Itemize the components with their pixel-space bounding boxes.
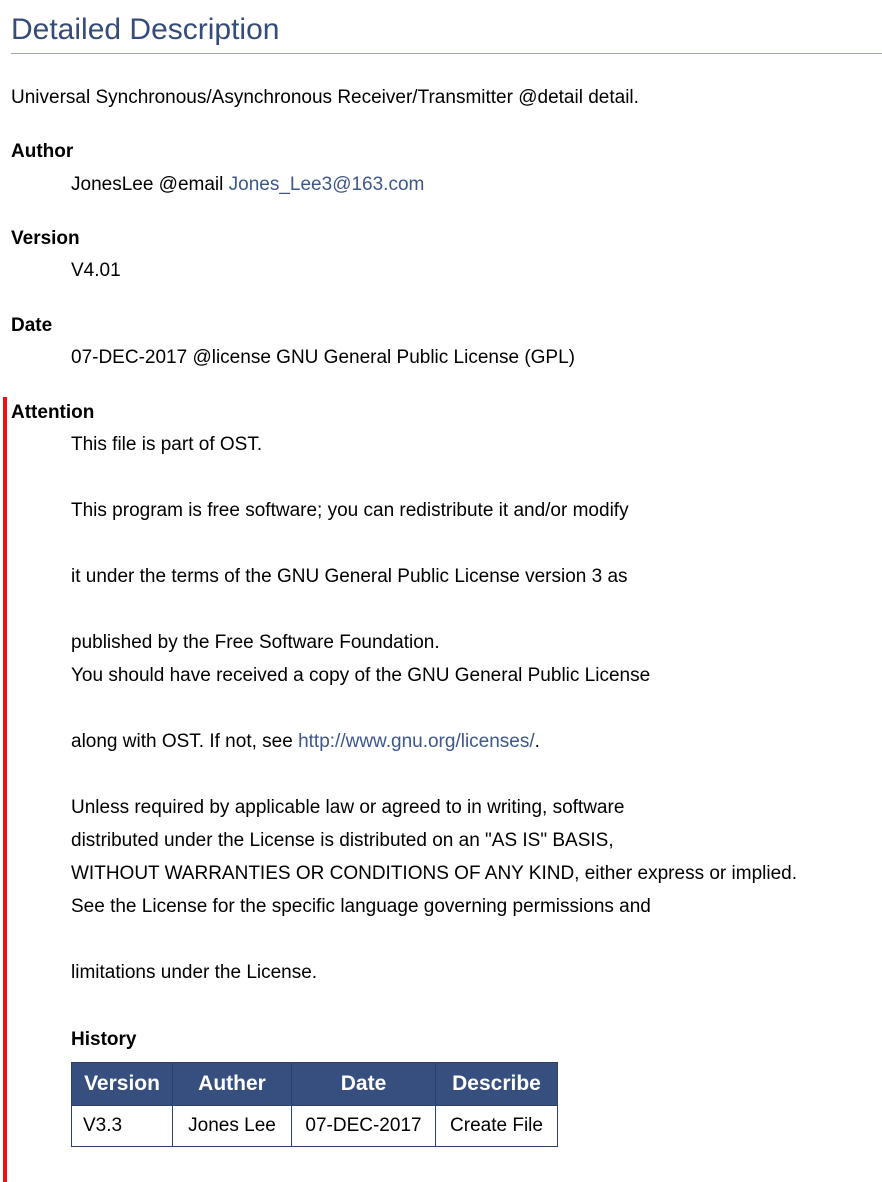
attention-line: See the License for the specific language governing permissions and: [71, 896, 651, 917]
attention-line: This file is part of OST.: [71, 434, 263, 455]
history-cell-describe: Create File: [436, 1106, 558, 1147]
attention-line: WITHOUT WARRANTIES OR CONDITIONS OF ANY KIND, either express or implied.: [71, 863, 797, 884]
attention-line: limitations under the License.: [71, 962, 318, 983]
attention-line: distributed under the License is distributed on an "AS IS" BASIS,: [71, 830, 614, 851]
history-header-describe: Describe: [436, 1063, 558, 1106]
history-header-version: Version: [72, 1063, 173, 1106]
attention-line: it under the terms of the GNU General Public License version 3 as: [71, 566, 628, 587]
date-value: 07-DEC-2017 @license GNU General Public License (GPL): [71, 347, 576, 368]
gnu-licenses-link[interactable]: http://www.gnu.org/licenses/: [298, 731, 535, 752]
attention-along-line: [71, 729, 540, 755]
brief-description: Universal Synchronous/Asynchronous Receiver/Transmitter @detail detail.: [11, 87, 639, 108]
history-header-date: Date: [292, 1063, 436, 1106]
author-email-link[interactable]: Jones_Lee3@163.com: [228, 174, 425, 195]
section-title: Detailed Description: [11, 13, 280, 46]
author-name: JonesLee @email: [71, 174, 229, 195]
history-cell-version: V3.3: [72, 1106, 173, 1147]
attention-line: Unless required by applicable law or agreed to in writing, software: [71, 797, 625, 818]
history-header-row: [72, 1063, 558, 1106]
history-cell-date: 07-DEC-2017: [292, 1106, 436, 1147]
along-suffix: .: [534, 731, 540, 752]
date-label: Date: [11, 315, 53, 336]
attention-bar: [3, 397, 7, 1182]
history-cell-auther: Jones Lee: [173, 1106, 292, 1147]
attention-line: This program is free software; you can redistribute it and/or modify: [71, 500, 629, 521]
history-table: [71, 1062, 558, 1147]
author-label: Author: [11, 141, 74, 162]
history-label: History: [71, 1029, 137, 1050]
title-divider: [11, 53, 882, 54]
attention-label: Attention: [11, 402, 95, 423]
version-value: V4.01: [71, 260, 121, 281]
attention-line: You should have received a copy of the GNU General Public License: [71, 665, 651, 686]
history-header-auther: Auther: [173, 1063, 292, 1106]
attention-line: published by the Free Software Foundation.: [71, 632, 440, 653]
table-row: [72, 1106, 558, 1147]
along-prefix: along with OST. If not, see: [71, 731, 299, 752]
author-value: [71, 172, 424, 198]
version-label: Version: [11, 228, 80, 249]
